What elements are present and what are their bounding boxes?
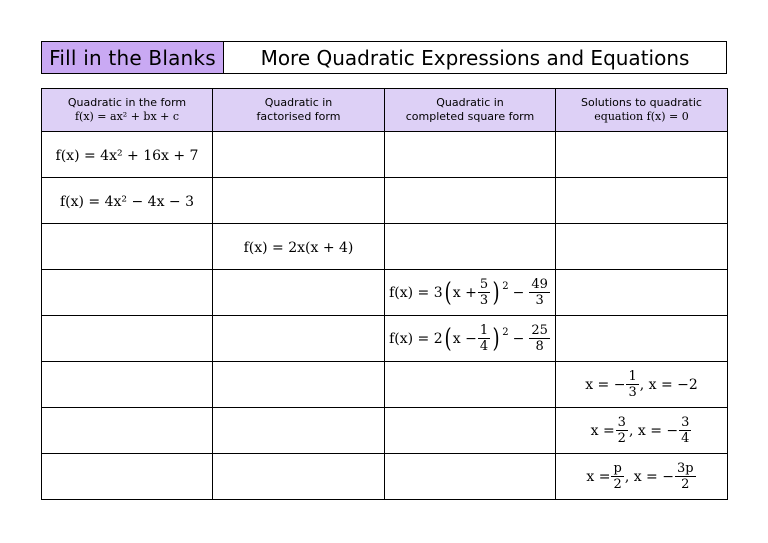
- expression: f(x) = 4x² + 16x + 7: [55, 148, 199, 164]
- column-header-line: Quadratic in: [436, 96, 504, 109]
- fraction: [478, 277, 490, 308]
- fraction: [478, 323, 490, 354]
- expr-part: x −: [452, 330, 477, 347]
- cell-factorised-form: [213, 224, 385, 270]
- blank-cell[interactable]: [556, 224, 728, 270]
- denominator: 3: [535, 293, 544, 308]
- column-header-line: f(x) = ax² + bx + c: [74, 110, 180, 123]
- exponent: 2: [502, 327, 509, 338]
- blank-cell[interactable]: [213, 454, 385, 500]
- expression: f(x) = 4x² − 4x − 3: [59, 194, 195, 210]
- fill-in-blanks-badge: Fill in the Blanks: [42, 42, 224, 73]
- denominator: 8: [535, 339, 544, 354]
- close-paren: ): [492, 323, 500, 354]
- blank-cell[interactable]: [385, 224, 556, 270]
- blank-cell[interactable]: [556, 270, 728, 316]
- expression: [586, 461, 696, 492]
- blank-cell[interactable]: [42, 408, 213, 454]
- expression: [389, 323, 551, 354]
- blank-cell[interactable]: [213, 132, 385, 178]
- blank-cell[interactable]: [385, 454, 556, 500]
- column-header-expanded-form: [42, 89, 213, 132]
- column-header-line: Quadratic in the form: [67, 96, 187, 109]
- fraction: [529, 323, 550, 354]
- fraction: [529, 277, 550, 308]
- expr-part: x +: [452, 284, 477, 301]
- column-header-line: Solutions to quadratic: [581, 96, 702, 109]
- expr-part: f(x) = 3: [389, 284, 443, 301]
- expression: [389, 277, 551, 308]
- numerator: 3: [617, 415, 626, 430]
- table-header-row: [42, 89, 728, 132]
- fraction: [675, 461, 696, 492]
- expression: [585, 369, 698, 400]
- fraction: [616, 415, 628, 446]
- denominator: 4: [479, 339, 489, 354]
- column-header-completed-square: [385, 89, 556, 132]
- blank-cell[interactable]: [213, 408, 385, 454]
- denominator: 2: [613, 477, 622, 492]
- table-row: [42, 270, 728, 316]
- denominator: 3: [628, 385, 637, 400]
- close-paren: ): [492, 277, 500, 308]
- blank-cell[interactable]: [385, 132, 556, 178]
- cell-completed-square: [385, 316, 556, 362]
- table-row: [42, 408, 728, 454]
- expression: [591, 415, 693, 446]
- numerator: 25: [531, 323, 548, 338]
- blank-cell[interactable]: [42, 270, 213, 316]
- expr-part: x = −: [585, 376, 626, 393]
- cell-completed-square: [385, 270, 556, 316]
- exponent: 2: [502, 281, 509, 292]
- expression: f(x) = 2x(x + 4): [243, 240, 354, 256]
- denominator: 3: [479, 293, 489, 308]
- worksheet-header: [41, 41, 727, 74]
- cell-expanded-form: [42, 132, 213, 178]
- numerator: 1: [479, 323, 489, 338]
- blank-cell[interactable]: [385, 178, 556, 224]
- blank-cell[interactable]: [556, 132, 728, 178]
- table-row: [42, 178, 728, 224]
- blank-cell[interactable]: [213, 362, 385, 408]
- expr-part: −: [512, 330, 525, 347]
- column-header-line: equation f(x) = 0: [594, 110, 689, 123]
- column-header-line: Quadratic in: [264, 96, 333, 109]
- blank-cell[interactable]: [385, 408, 556, 454]
- cell-solutions: [556, 454, 728, 500]
- table-row: [42, 224, 728, 270]
- column-header-solutions: [556, 89, 728, 132]
- numerator: 49: [531, 277, 548, 292]
- fraction: [611, 461, 623, 492]
- blank-cell[interactable]: [213, 316, 385, 362]
- blank-cell[interactable]: [213, 270, 385, 316]
- cell-expanded-form: [42, 178, 213, 224]
- column-header-line: completed square form: [405, 110, 535, 123]
- blank-cell[interactable]: [556, 316, 728, 362]
- blank-cell[interactable]: [42, 316, 213, 362]
- blank-cell[interactable]: [213, 178, 385, 224]
- expr-part: x =: [590, 422, 615, 439]
- table-row: [42, 132, 728, 178]
- denominator: 2: [617, 431, 626, 446]
- expr-part: , x = −: [624, 468, 674, 485]
- expr-part: −: [512, 284, 525, 301]
- worksheet-title: More Quadratic Expressions and Equations: [260, 45, 690, 70]
- blank-cell[interactable]: [385, 362, 556, 408]
- column-header-line: factorised form: [256, 110, 341, 123]
- expr-part: , x = −2: [639, 376, 698, 393]
- fraction: [626, 369, 638, 400]
- open-paren: (: [444, 323, 452, 354]
- numerator: 3: [681, 415, 690, 430]
- blank-cell[interactable]: [556, 178, 728, 224]
- numerator: 5: [479, 277, 489, 292]
- numerator: 1: [628, 369, 637, 384]
- denominator: 2: [681, 477, 690, 492]
- blank-cell[interactable]: [42, 224, 213, 270]
- table-row: [42, 454, 728, 500]
- numerator: p: [613, 461, 622, 476]
- expr-part: f(x) = 2: [389, 330, 443, 347]
- fraction: [679, 415, 691, 446]
- table-row: [42, 316, 728, 362]
- column-header-factorised-form: [213, 89, 385, 132]
- expr-part: , x = −: [628, 422, 679, 439]
- blank-cell[interactable]: [42, 454, 213, 500]
- quadratics-table: [41, 88, 728, 500]
- open-paren: (: [444, 277, 452, 308]
- table-row: [42, 362, 728, 408]
- cell-solutions: [556, 362, 728, 408]
- cell-solutions: [556, 408, 728, 454]
- denominator: 4: [681, 431, 690, 446]
- blank-cell[interactable]: [42, 362, 213, 408]
- expr-part: x =: [586, 468, 611, 485]
- numerator: 3p: [676, 461, 694, 476]
